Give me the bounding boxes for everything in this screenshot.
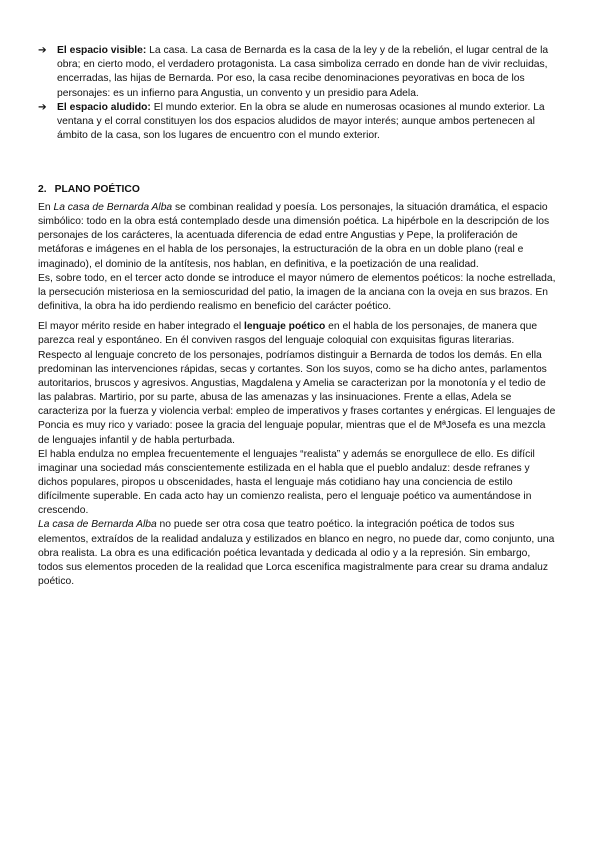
paragraph-1-pre: En bbox=[38, 202, 54, 213]
arrow-bullet-icon: ➔ bbox=[38, 45, 47, 56]
paragraph-5 bbox=[38, 518, 558, 589]
paragraph-5-post: no puede ser otra cosa que teatro poético. la integración poética de todos sus elementos, extraídos de la realidad andaluza y estilizados en blanco en negro, no puede dar, como conjunto, una obra realista. La obra es una edificación poética levantada y dedicada al odio y a la represión. Sin embargo, todos sus elementos proceden de la realidad que Lorca escenifica magistralmente para crear su drama andaluz poético. bbox=[38, 519, 555, 588]
bullet-espacio-aludido bbox=[38, 101, 558, 144]
section-plano-poetico bbox=[38, 183, 558, 589]
bullet-espacio-visible bbox=[38, 44, 558, 101]
paragraph-1-post: se combinan realidad y poesía. Los personajes, la situación dramática, el espacio simbólico: todo en la obra está contemplado desde una dimensión poética. La hipérbole en la descripción de los personajes de los carácteres, la acentuada diferencia de edad entre Angustias y Pepe, la proliferación de metáforas e imágenes en el habla de los personajes, la estructuración de la obra en un doble plano (real e imaginado), el dominio de la antítesis, nos hablan, en definitiva, e la poetización de una realidad. bbox=[38, 202, 550, 270]
bullet-term: El espacio aludido: bbox=[57, 101, 151, 113]
paragraph-1 bbox=[38, 201, 558, 272]
arrow-bullet-icon: ➔ bbox=[38, 101, 47, 113]
section-number: 2. bbox=[38, 184, 47, 195]
paragraph-4 bbox=[38, 448, 558, 519]
paragraph-2 bbox=[38, 272, 558, 314]
bullet-text: La casa. La casa de Bernarda es la casa de la ley y de la rebelión, el lugar central de la obra; en cierto modo, el verdadero protagonista. La casa simboliza cerrado en donde han de vivir recluidas, encerradas, las hijas de Bernarda. Por eso, la casa recibe denominaciones peyorativas en boca de los personajes: es un infierno para Angustia, un convento y un presidio para Adela. bbox=[57, 45, 549, 99]
paragraph-3-post: en el habla de los personajes, de manera que parezca real y espontáneo. En él conviven rasgos del lenguaje coloquial con exquisitas figuras literarias. Respecto al lenguaje concreto de los personajes, podríamos distinguir a Bernarda de todos los demás. En ella predominan las intervenciones rápidas, secas y cortantes. Son los suyos, como se ha dicho antes, parlamentos autoritarios, bruscos y agresivos. Angustias, Magdalena y Amelia se caracterizan por la monotonía y el tedio de las palabras. Martirio, por su parte, abusa de las amenazas y las insinuaciones. Frente a ellas, Adela se caracteriza por la fuerza y violencia verbal: empleo de imperativos y frases cortantes y enérgicas. El lenguajes de Poncia es muy rico y variado: posee la gracia del lenguaje popular, mientras que el de MªJosefa es una mezcla de lenguajes infantil y de habla perturbada. bbox=[38, 321, 556, 446]
section-heading bbox=[38, 183, 558, 197]
bullet-term: El espacio visible: bbox=[57, 45, 147, 56]
section-title: PLANO POÉTICO bbox=[54, 184, 140, 195]
paragraph-2-text: Es, sobre todo, en el tercer acto donde se introduce el mayor número de elementos poéticos: la noche estrellada, la persecución misteriosa en la semioscuridad del patio, la imagen de la anciana con la oveja en sus brazos. En definitiva, la obra ha ido perdiendo realismo en beneficio del carácter poético. bbox=[38, 272, 556, 313]
paragraph-3 bbox=[38, 320, 558, 447]
bullet-text: El mundo exterior. En la obra se alude en numerosas ocasiones al mundo exterior. La ventana y el corral constituyen los dos espacios aludidos de mayor interés; aunque ambos pertenecen al ámbito de la casa, son los lugares de encuentro con el mundo exterior. bbox=[57, 101, 545, 142]
bullet-list bbox=[38, 44, 558, 143]
paragraph-4-text: El habla endulza no emplea frecuentemente el lenguajes “realista” y además se enorgullece de ello. Es difícil imaginar una sociedad más conscientemente estilizada en el habla que el pueblo andaluz: desde refranes y dichos populares, piropos u obscenidades, hasta el lenguaje más cotidiano hay una conciencia de estilo difícilmente superable. En cada acto hay un comienzo realista, pero el lenguaje poético va aumentándose in crescendo. bbox=[38, 448, 535, 517]
work-title: La casa de Bernarda Alba bbox=[53, 202, 173, 213]
bold-term: lenguaje poético bbox=[244, 321, 326, 333]
work-title: La casa de Bernarda Alba bbox=[38, 519, 157, 531]
paragraph-3-pre: El mayor mérito reside en haber integrado el bbox=[38, 321, 245, 333]
